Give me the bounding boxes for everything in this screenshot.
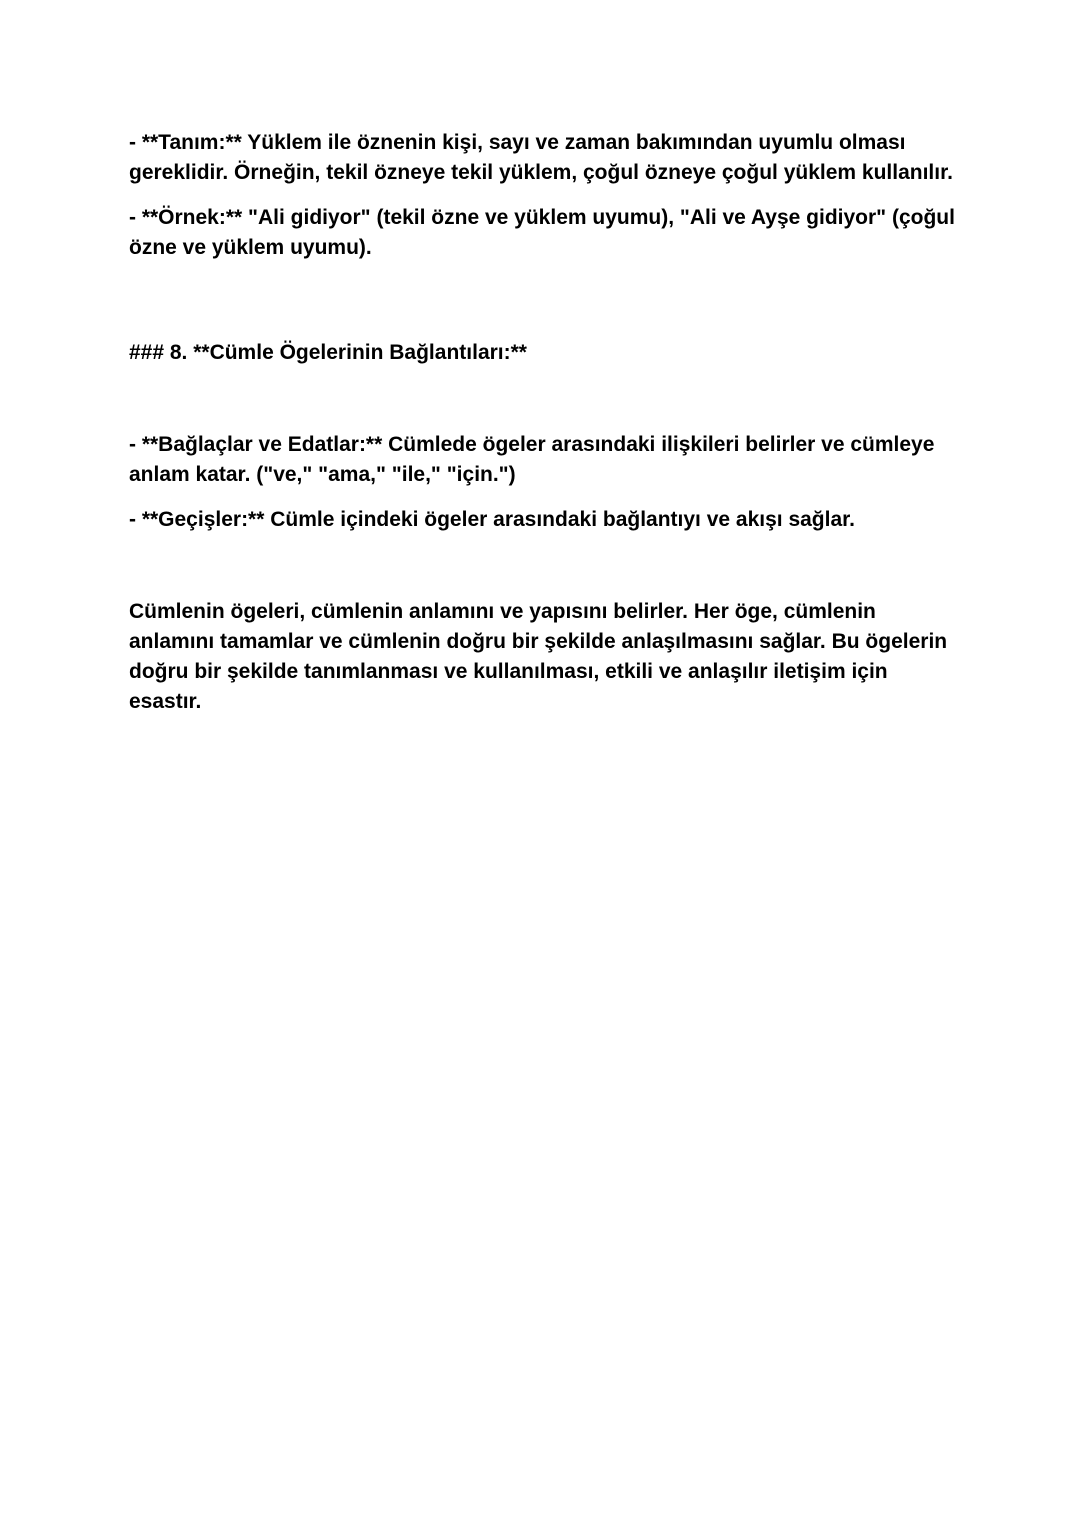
document-body [129, 128, 959, 717]
transitions-paragraph: - **Geçişler:** Cümle içindeki ögeler arasındaki bağlantıyı ve akışı sağlar. [129, 508, 855, 531]
section-heading: ### 8. **Cümle Ögelerinin Bağlantıları:** [129, 341, 527, 364]
spacer [129, 490, 959, 505]
spacer [129, 188, 959, 203]
summary-paragraph: Cümlenin ögeleri, cümlenin anlamını ve yapısını belirler. Her öge, cümlenin anlamını tamamlar ve cümlenin doğru bir şekilde anlaşılmasını sağlar. Bu ögelerin doğru bir şekilde tanımlanması ve kullanılması, etkili ve anlaşılır iletişim için esastır. [129, 600, 948, 713]
spacer [129, 580, 959, 597]
spacer [129, 310, 959, 338]
spacer [129, 535, 959, 580]
spacer [129, 415, 959, 430]
conjunctions-paragraph: - **Bağlaçlar ve Edatlar:** Cümlede ögeler arasındaki ilişkileri belirler ve cümleye anlam katar. ("ve," "ama," "ile," "için.") [129, 433, 935, 486]
definition-paragraph: - **Tanım:** Yüklem ile öznenin kişi, sayı ve zaman bakımından uyumlu olması gereklidir. Örneğin, tekil özneye tekil yüklem, çoğul özneye çoğul yüklem kullanılır. [129, 131, 953, 184]
spacer [129, 263, 959, 310]
example-paragraph: - **Örnek:** "Ali gidiyor" (tekil özne ve yüklem uyumu), "Ali ve Ayşe gidiyor" (çoğul özne ve yüklem uyumu). [129, 206, 955, 259]
spacer [129, 368, 959, 415]
